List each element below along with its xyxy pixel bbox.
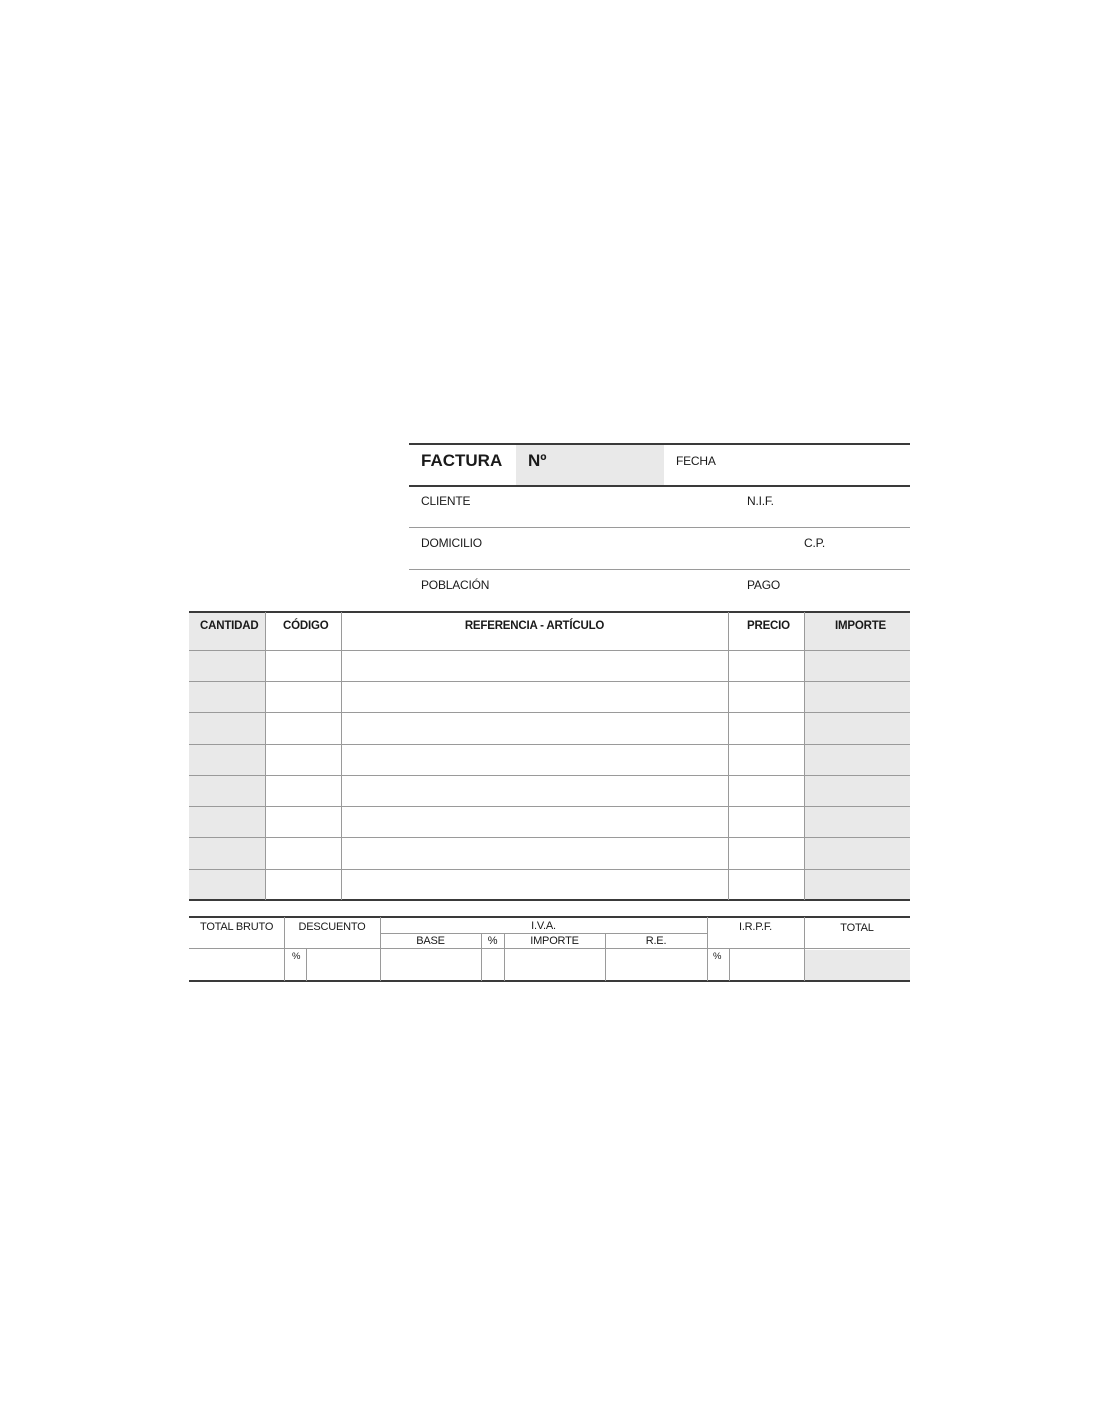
importe-column-shade [805,613,910,899]
column-divider [265,612,266,900]
date-label: FECHA [676,454,716,468]
column-header-cantidad: CANTIDAD [200,620,259,632]
address-label: DOMICILIO [421,536,482,550]
client-row-rule [409,527,910,528]
table-row-rule [189,744,910,745]
header-title-rule [409,485,910,487]
column-header-precio: PRECIO [747,620,790,632]
table-row-rule [189,869,910,870]
header-top-rule [409,443,910,445]
column-divider [341,612,342,900]
table-header-rule [189,650,910,651]
irpf-label: I.R.P.F. [738,921,773,933]
table-row-rule [189,837,910,838]
column-divider [729,949,730,981]
column-divider [728,612,729,900]
iva-base-label: BASE [416,935,445,947]
table-top-rule [189,611,910,613]
column-header-importe: IMPORTE [835,620,886,632]
table-bottom-rule [189,899,910,901]
column-header-referencia: REFERENCIA - ARTÍCULO [464,620,605,632]
total-label: TOTAL [840,922,874,934]
address-row-rule [409,569,910,570]
client-label: CLIENTE [421,494,471,508]
total-field[interactable] [804,950,910,980]
payment-label: PAGO [747,578,780,592]
iva-re-label: R.E. [645,935,667,947]
descuento-percent-label: % [292,951,301,962]
irpf-percent-label: % [713,951,722,962]
town-label: POBLACIÓN [421,578,490,592]
table-row-rule [189,712,910,713]
table-row-rule [189,806,910,807]
total-bruto-label: TOTAL BRUTO [200,921,274,933]
iva-label: I.V.A. [531,920,556,932]
iva-subheader-rule [380,933,707,934]
totals-bottom-rule [189,980,910,982]
table-row-rule [189,775,910,776]
invoice-title: FACTURA [421,451,503,470]
table-row-rule [189,681,910,682]
iva-importe-label: IMPORTE [530,935,579,947]
totals-header-rule [189,948,910,949]
iva-percent-label: % [487,935,498,947]
column-header-codigo: CÓDIGO [283,620,329,632]
nif-label: N.I.F. [747,494,774,508]
descuento-label: DESCUENTO [298,921,366,933]
postal-code-label: C.P. [804,536,825,550]
totals-top-rule [189,916,910,918]
cantidad-column-shade [189,613,265,899]
column-divider [306,949,307,981]
invoice-number-label: Nº [528,451,547,470]
column-divider [804,612,805,900]
